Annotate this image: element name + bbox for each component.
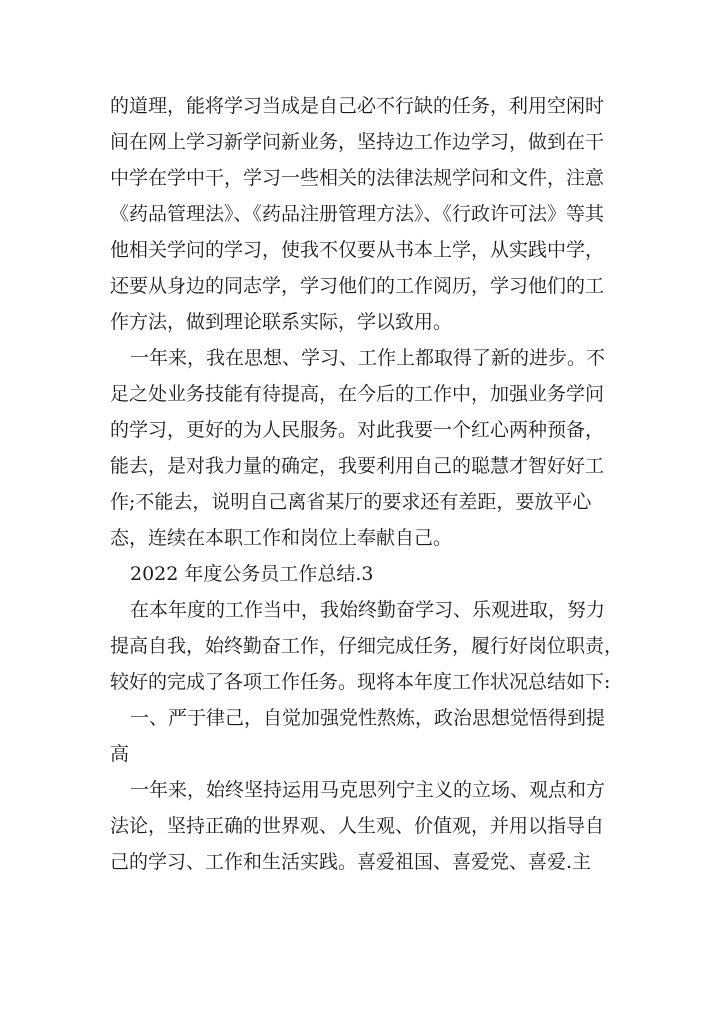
paragraph-start-line: 一年来，始终坚持运用马克思列宁主义的立场、观点和方 xyxy=(130,779,606,801)
text-line: 作;不能去，说明自己离省某厅的要求还有差距，要放平心 xyxy=(110,491,592,513)
text-line: 较好的完成了各项工作任务。现将本年度工作状况总结如下: xyxy=(110,671,611,693)
text-line: 的道理，能将学习当成是自己必不行缺的任务，利用空闲时 xyxy=(110,95,605,117)
text-line: 还要从身边的同志学，学习他们的工作阅历，学习他们的工 xyxy=(110,275,605,297)
text-line: 法论，坚持正确的世界观、人生观、价值观，并用以指导自 xyxy=(110,815,605,837)
text-line: 他相关学问的学习，使我不仅要从书本上学，从实践中学， xyxy=(110,239,605,261)
text-line: 态，连续在本职工作和岗位上奉献自己。 xyxy=(110,527,453,549)
text-line: 足之处业务技能有待提高，在今后的工作中，加强业务学问 xyxy=(110,383,605,405)
text-line: 提高自我，始终勤奋工作，仔细完成任务，履行好岗位职责， xyxy=(110,635,624,657)
section-title: 2022 年度公务员工作总结.3 xyxy=(130,563,374,585)
text-line: 间在网上学习新学问新业务，坚持边工作边学习，做到在干 xyxy=(110,131,605,153)
text-line: 己的学习、工作和生活实践。喜爱祖国、喜爱党、喜爱.主 xyxy=(110,851,592,873)
text-line: 能去，是对我力量的确定，我要利用自己的聪慧才智好好工 xyxy=(110,455,605,477)
paragraph-start-line: 一年来，我在思想、学习、工作上都取得了新的进步。不 xyxy=(130,347,606,369)
text-line: 《药品管理法》、《药品注册管理方法》、《行政许可法》等其 xyxy=(110,203,605,225)
subsection-heading: 一、严于律己，自觉加强党性熬炼，政治思想觉悟得到提 xyxy=(130,707,606,729)
text-line: 的学习，更好的为人民服务。对此我要一个红心两种预备， xyxy=(110,419,605,441)
text-line: 中学在学中干，学习一些相关的法律法规学问和文件，注意 xyxy=(110,167,605,189)
text-line: 作方法，做到理论联系实际，学以致用。 xyxy=(110,311,453,333)
document-body xyxy=(110,88,624,880)
paragraph-start-line: 在本年度的工作当中，我始终勤奋学习、乐观进取，努力 xyxy=(130,599,606,621)
subsection-heading-continuation: 高 xyxy=(110,743,130,765)
